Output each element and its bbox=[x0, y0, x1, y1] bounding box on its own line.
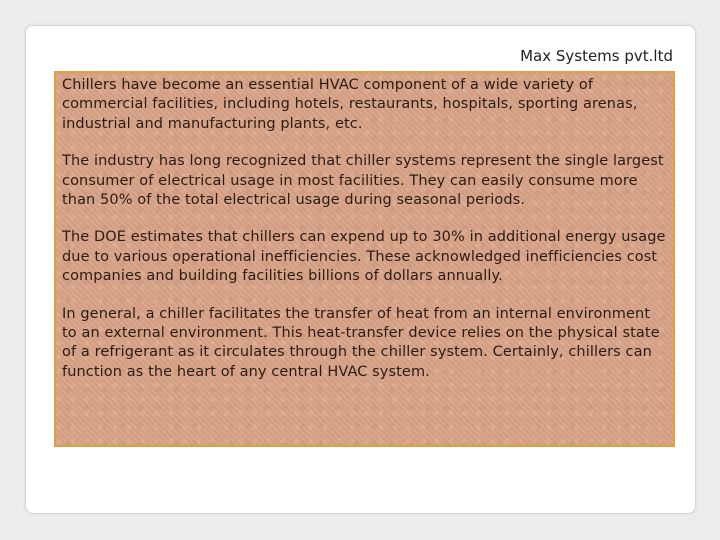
slide bbox=[25, 25, 696, 514]
paragraph-intro: Chillers have become an essential HVAC component of a wide variety of commercial facilities, including hotels, restaurants, hospitals, sporting arenas, industrial and manufacturing plants, etc. bbox=[62, 77, 638, 132]
slide-title: Max Systems pvt.ltd bbox=[520, 47, 673, 65]
paragraph-doe-estimate: The DOE estimates that chillers can expend up to 30% in additional energy usage due to various operational inefficiencies. These acknowledged inefficiencies cost companies and building facilities billions of dollars annually. bbox=[62, 229, 666, 285]
paragraph-consumption: The industry has long recognized that chiller systems represent the single largest consumer of electrical usage in most facilities. They can easily consume more than 50% of the total electrical usage during seasonal periods. bbox=[62, 153, 664, 209]
paragraph-heat-transfer: In general, a chiller facilitates the transfer of heat from an internal environment to an external environment. This heat-transfer device relies on the physical state of a refrigerant as it circulates through the chiller system. Certainly, chillers can function as the heart of any central HVAC system. bbox=[62, 305, 660, 380]
content-box bbox=[54, 71, 675, 447]
